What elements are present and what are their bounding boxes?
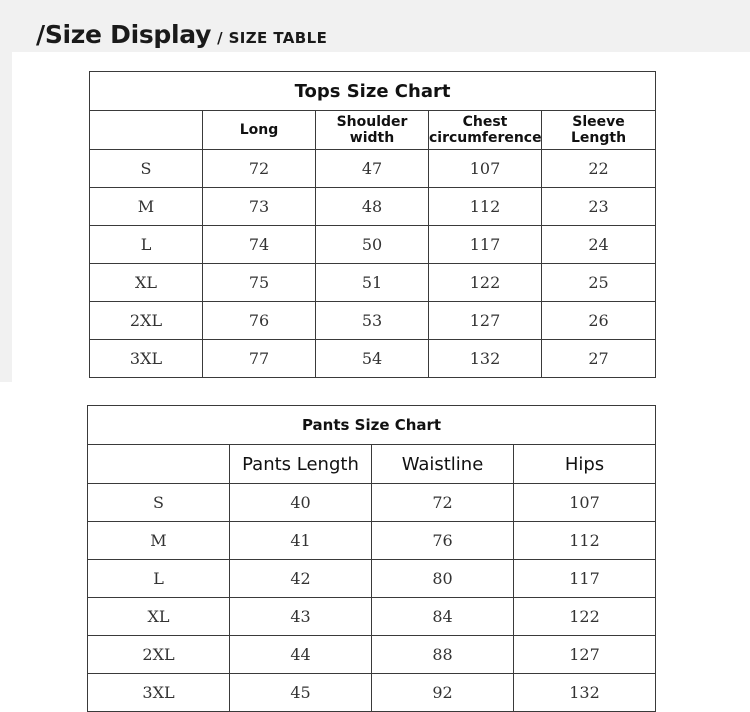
tops-size-table (89, 71, 656, 378)
table-cell: 76 (372, 522, 514, 560)
tops-table-caption: Tops Size Chart (90, 72, 656, 111)
tops-header-cell (90, 111, 203, 150)
table-cell: 53 (316, 302, 429, 340)
table-cell: 112 (514, 522, 656, 560)
table-cell: 51 (316, 264, 429, 302)
tops-caption-row (90, 72, 656, 111)
table-row (90, 226, 656, 264)
pants-header-row (88, 445, 656, 484)
table-cell: 40 (230, 484, 372, 522)
page-title-sub: / SIZE TABLE (217, 29, 328, 47)
background-strip (0, 52, 12, 382)
size-cell: M (90, 188, 203, 226)
table-cell: 74 (203, 226, 316, 264)
table-cell: 112 (429, 188, 542, 226)
table-cell: 26 (542, 302, 656, 340)
table-cell: 45 (230, 674, 372, 712)
pants-header-cell: Pants Length (230, 445, 372, 484)
pants-header-cell: Waistline (372, 445, 514, 484)
table-cell: 127 (429, 302, 542, 340)
table-cell: 122 (429, 264, 542, 302)
table-cell: 48 (316, 188, 429, 226)
size-cell: 3XL (90, 340, 203, 378)
table-cell: 23 (542, 188, 656, 226)
size-cell: S (88, 484, 230, 522)
tops-header-cell: Long (203, 111, 316, 150)
table-cell: 122 (514, 598, 656, 636)
table-cell: 76 (203, 302, 316, 340)
size-cell: 3XL (88, 674, 230, 712)
table-row (88, 560, 656, 598)
table-row (88, 522, 656, 560)
table-cell: 132 (514, 674, 656, 712)
size-cell: M (88, 522, 230, 560)
table-cell: 73 (203, 188, 316, 226)
table-cell: 107 (429, 150, 542, 188)
page-title (36, 20, 327, 49)
tops-header-cell: Shoulder width (316, 111, 429, 150)
pants-header-cell (88, 445, 230, 484)
pants-caption-row (88, 406, 656, 445)
table-cell: 43 (230, 598, 372, 636)
page-title-main: /Size Display (36, 20, 212, 49)
tops-header-row (90, 111, 656, 150)
table-cell: 24 (542, 226, 656, 264)
tops-header-cell: Sleeve Length (542, 111, 656, 150)
table-cell: 27 (542, 340, 656, 378)
table-cell: 77 (203, 340, 316, 378)
table-row (88, 636, 656, 674)
table-cell: 22 (542, 150, 656, 188)
table-cell: 88 (372, 636, 514, 674)
table-row (90, 302, 656, 340)
table-cell: 117 (429, 226, 542, 264)
table-cell: 72 (372, 484, 514, 522)
pants-header-cell: Hips (514, 445, 656, 484)
size-cell: L (90, 226, 203, 264)
table-cell: 44 (230, 636, 372, 674)
size-cell: XL (90, 264, 203, 302)
table-row (90, 264, 656, 302)
table-cell: 41 (230, 522, 372, 560)
table-cell: 127 (514, 636, 656, 674)
table-cell: 54 (316, 340, 429, 378)
table-row (88, 484, 656, 522)
table-cell: 80 (372, 560, 514, 598)
size-cell: L (88, 560, 230, 598)
size-cell: 2XL (88, 636, 230, 674)
table-cell: 47 (316, 150, 429, 188)
table-row (90, 150, 656, 188)
table-cell: 84 (372, 598, 514, 636)
tops-header-cell: Chest circumference (429, 111, 542, 150)
table-cell: 117 (514, 560, 656, 598)
table-row (88, 674, 656, 712)
table-cell: 107 (514, 484, 656, 522)
table-row (90, 340, 656, 378)
table-cell: 42 (230, 560, 372, 598)
size-cell: 2XL (90, 302, 203, 340)
table-cell: 50 (316, 226, 429, 264)
table-cell: 72 (203, 150, 316, 188)
size-cell: S (90, 150, 203, 188)
size-cell: XL (88, 598, 230, 636)
table-row (90, 188, 656, 226)
pants-table-caption: Pants Size Chart (88, 406, 656, 445)
table-cell: 92 (372, 674, 514, 712)
table-cell: 25 (542, 264, 656, 302)
table-row (88, 598, 656, 636)
table-cell: 75 (203, 264, 316, 302)
pants-size-table (87, 405, 656, 712)
table-cell: 132 (429, 340, 542, 378)
